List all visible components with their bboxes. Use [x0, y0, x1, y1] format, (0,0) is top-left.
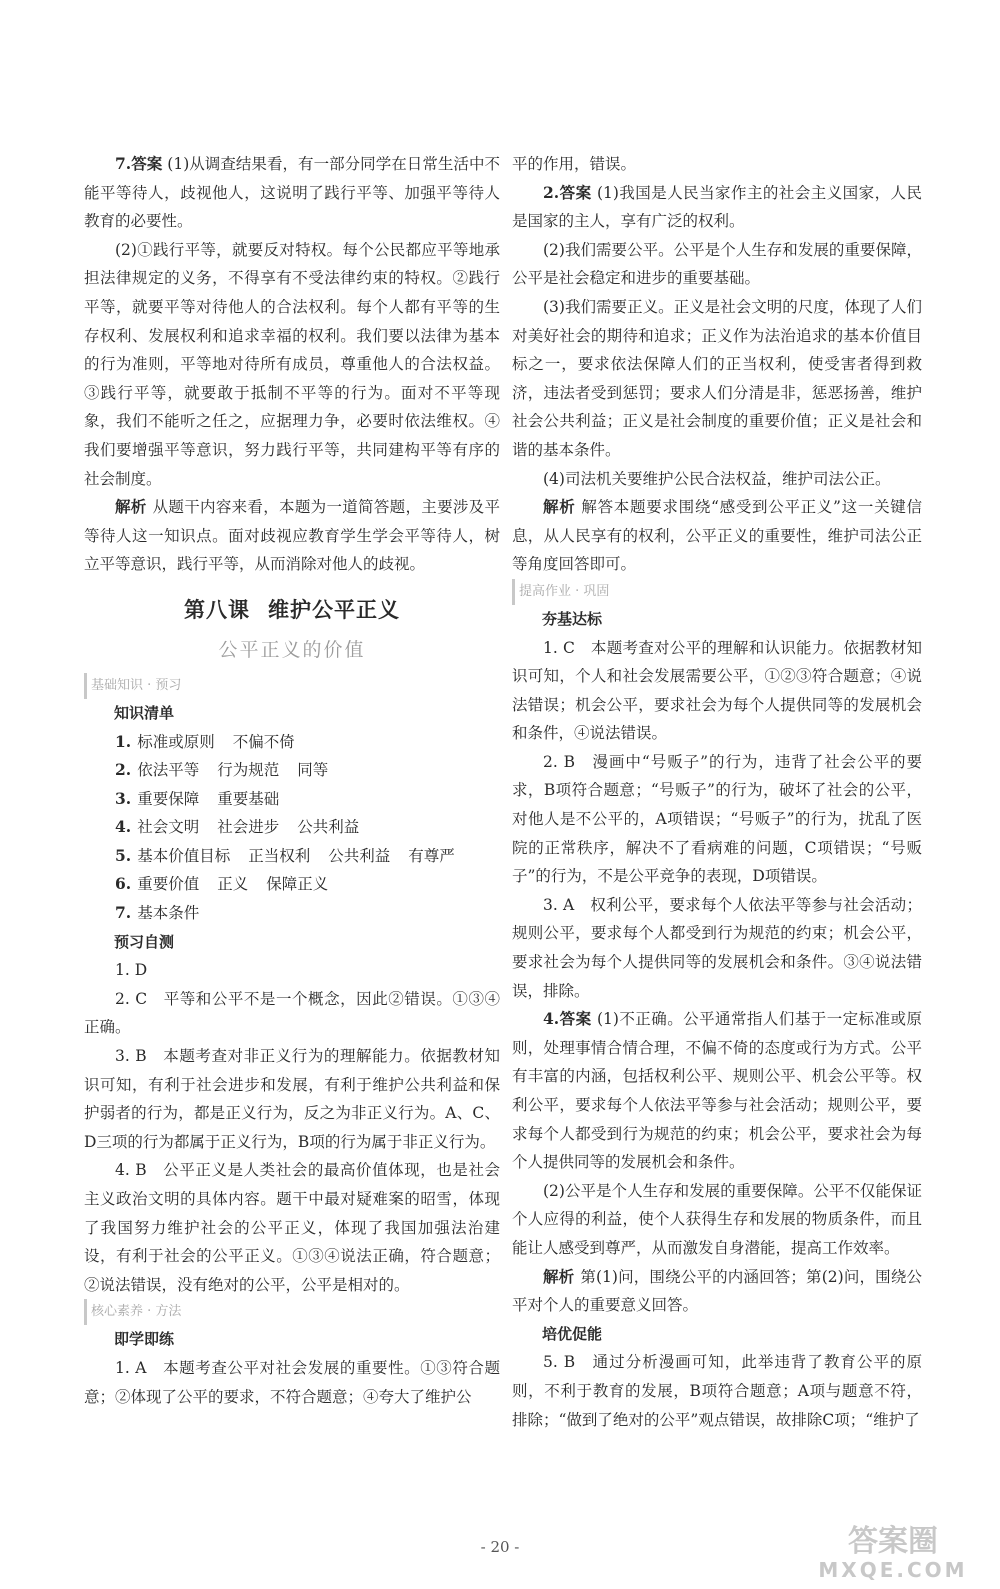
- knowledge-item-number: 2.: [115, 760, 132, 780]
- knowledge-term: 重要基础: [217, 789, 280, 808]
- knowledge-term: 公共利益: [297, 818, 360, 837]
- knowledge-item-number: 3.: [115, 788, 132, 808]
- q2-number: 2.: [543, 182, 560, 202]
- preview-answer-4: 4. B 公平正义是人类社会的最高价值体现，也是社会主义政治文明的具体内容。题干中最对疑难案的昭雪，体现了我国努力维护社会的公平正义，体现了我国加强法治建设，有利于社会的公平正义。①③④说法正确，符合题意；②说法错误，没有绝对的公平，公平是相对的。: [84, 1161, 500, 1294]
- knowledge-term: 基本条件: [137, 904, 200, 923]
- section-tag-improve: 提高作业 · 巩固: [512, 579, 922, 605]
- knowledge-term: 行为规范: [217, 761, 280, 780]
- subheading-knowledge-list: 知识清单: [114, 703, 175, 722]
- knowledge-item-number: 1.: [115, 731, 132, 751]
- knowledge-term: 同等: [297, 761, 329, 780]
- knowledge-term: 重要保障: [137, 789, 200, 808]
- knowledge-list: [84, 728, 500, 928]
- q2-answer-p4: (4)司法机关要维护公民合法权益，维护司法公正。: [543, 469, 891, 488]
- knowledge-term: 有尊严: [408, 846, 455, 865]
- knowledge-term: 依法平等: [137, 761, 200, 780]
- analysis-label: 解析: [543, 1266, 575, 1286]
- q2-analysis-text: 解答本题要求围绕“感受到公平正义”这一关键信息，从人民享有的权利，公平正义的重要性，维护司法公正等角度回答即可。: [512, 498, 922, 574]
- knowledge-item-number: 7.: [115, 903, 132, 923]
- q2-answer-label: 答案: [559, 182, 592, 202]
- knowledge-term: 基本价值目标: [137, 846, 231, 865]
- lesson-title: [84, 593, 500, 627]
- excellence-answer-5: 5. B 通过分析漫画可知，此举违背了教育公平的原则，不利于教育的发展，B项符合题意；A项与题意不符，排除；“做到了绝对的公平”观点错误，故排除C项；“维护了: [512, 1353, 922, 1429]
- watermark-cn: 答案圈: [848, 1524, 938, 1559]
- knowledge-item: [84, 756, 500, 785]
- knowledge-term: 标准或原则: [137, 732, 215, 751]
- subheading-preview-test: 预习自测: [114, 932, 175, 951]
- q7-analysis-text: 从题干内容来看，本题为一道简答题，主要涉及平等待人这一知识点。面对歧视应教育学生学会平等待人，树立平等意识，践行平等，从而消除对他人的歧视。: [84, 498, 500, 574]
- q2-answer-p3: (3)我们需要正义。正义是社会文明的尺度，体现了人们对美好社会的期待和追求；正义作为法治追求的基本价值目标之一，要求依法保障人们的正当权利，使受害者得到救济，违法者受到惩罚；要求人们分清是非，惩恶扬善，维护社会公共利益；正义是社会制度的重要价值；正义是社会和谐的基本条件。: [512, 297, 922, 459]
- knowledge-item-number: 6.: [115, 874, 132, 894]
- foundation-answer-4-p2: (2)公平是个人生存和发展的重要保障。公平不仅能保证个人应得的利益，使个人获得生存和发展的物质条件，而且能让人感受到尊严，从而激发自身潜能，提高工作效率。: [512, 1181, 922, 1257]
- q2-answer-p1: [512, 179, 922, 236]
- preview-answer-3: 3. B 本题考查对非正义行为的理解能力。依据教材知识可知，有利于社会进步和发展，有利于维护公共利益和保护弱者的行为，都是正义行为，反之为非正义行为。A、C、D三项的行为都属于正义行为，B项的行为属于非正义行为。: [84, 1047, 500, 1151]
- knowledge-term: 正义: [217, 875, 249, 894]
- knowledge-term: 不偏不倚: [232, 732, 295, 751]
- q2-analysis: [512, 493, 922, 579]
- preview-answer-2: 2. C 平等和公平不是一个概念，因此②错误。①③④正确。: [84, 989, 500, 1037]
- section-tag-core: 核心素养 · 方法: [84, 1299, 500, 1325]
- watermark-en: MXQE.COM: [818, 1558, 968, 1582]
- knowledge-item: [84, 870, 500, 899]
- right-column: [512, 150, 922, 1434]
- knowledge-item: [84, 899, 500, 928]
- h4-answer-text1: (1)不正确。公平通常指人们基于一定标准或原则，处理事情合情合理，不偏不倚的态度或行为方式。公平有丰富的内涵，包括权利公平、规则公平、机会公平等。权利公平，要求每个人依法平等参与社会活动；规则公平，要求每个人都受到行为规范的约束；机会公平，要求社会为每个人提供同等的发展机会和条件。: [512, 1010, 922, 1172]
- q7-answer-p2: (2)①践行平等，就要反对特权。每个公民都应平等地承担法律规定的义务，不得享有不受法律约束的特权。②践行平等，就要平等对待他人的合法权利。每个人都有平等的生存权利、发展权利和追求幸福的权利。我们要以法律为基本的行为准则，平等地对待所有成员，尊重他人的合法权益。③践行平等，就要敢于抵制不平等的行为。面对不平等现象，我们不能听之任之，应据理力争，必要时依法维权。④我们要增强平等意识，努力践行平等，共同建构平等有序的社会制度。: [84, 240, 500, 488]
- foundation-answer-1: 1. C 本题考查对公平的理解和认识能力。依据教材知识可知，个人和社会发展需要公平，①②③符合题意；④说法错误；机会公平，要求社会为每个人提供同等的发展机会和条件，④说法错误。: [512, 638, 922, 743]
- subheading-excellence: 培优促能: [542, 1324, 603, 1343]
- left-column: [84, 150, 500, 1411]
- knowledge-term: 公共利益: [328, 846, 391, 865]
- q7-answer-p1: [84, 150, 500, 236]
- continued-text: 平的作用，错误。: [512, 155, 637, 173]
- foundation-answer-4-p1: [512, 1005, 922, 1177]
- knowledge-item-number: 4.: [115, 817, 132, 837]
- subheading-foundation: 夯基达标: [542, 609, 603, 628]
- q7-number: 7.: [115, 154, 132, 173]
- h4-analysis-text: 第(1)问，围绕公平的内涵回答；第(2)问，围绕公平对个人的重要意义回答。: [512, 1267, 922, 1315]
- watermark-logo: [798, 1517, 988, 1583]
- knowledge-term: 社会文明: [137, 818, 200, 837]
- h4-analysis: [512, 1263, 922, 1320]
- preview-answer-1: 1. D: [115, 961, 148, 980]
- section-tag-basic: 基础知识 · 预习: [84, 673, 500, 699]
- knowledge-term: 保障正义: [266, 875, 329, 894]
- knowledge-term: 正当权利: [248, 846, 311, 865]
- analysis-label: 解析: [115, 497, 147, 517]
- knowledge-item: [84, 728, 500, 757]
- knowledge-item: [84, 813, 500, 842]
- q2-answer-p2: (2)我们需要公平。公平是个人生存和发展的重要保障，公平是社会稳定和进步的重要基础。: [512, 240, 922, 288]
- foundation-answer-3: 3. A 权利公平，要求每个人依法平等参与社会活动；规则公平，要求每个人都受到行为规范的约束；机会公平，要求社会为每个人提供同等的发展机会和条件。③④说法错误，排除。: [512, 895, 922, 1000]
- analysis-label: 解析: [543, 497, 576, 517]
- q7-answer-label: 答案: [131, 154, 163, 173]
- knowledge-item: [84, 785, 500, 814]
- h4-answer-label: 答案: [559, 1009, 592, 1029]
- page-number: - 20 -: [480, 1538, 520, 1556]
- q2-answer-text1: (1)我国是人民当家作主的社会主义国家，人民是国家的主人，享有广泛的权利。: [512, 183, 922, 231]
- topic-title: 公平正义的价值: [218, 638, 366, 661]
- knowledge-term: 社会进步: [217, 818, 280, 837]
- lesson-name: 维护公平正义: [268, 597, 400, 622]
- h4-number: 4.: [543, 1009, 560, 1029]
- foundation-answer-2: 2. B 漫画中“号贩子”的行为，违背了社会公平的要求，B项符合题意；“号贩子”的行为，破坏了社会的公平，对他人是不公平的，A项错误；“号贩子”的行为，扰乱了医院的正常秩序，解决不了看病难的问题，C项错误；“号贩子”的行为，不是公平竞争的表现，D项错误。: [512, 752, 922, 886]
- knowledge-term: 重要价值: [137, 875, 200, 894]
- knowledge-item-number: 5.: [115, 845, 132, 865]
- q7-answer-text1: (1)从调查结果看，有一部分同学在日常生活中不能平等待人，歧视他人，这说明了践行平等、加强平等待人教育的必要性。: [84, 155, 500, 231]
- knowledge-item: [84, 842, 500, 871]
- subheading-practice: 即学即练: [114, 1330, 175, 1349]
- practice-answer-1: 1. A 本题考查公平对社会发展的重要性。①③符合题意；②体现了公平的要求，不符合题意；④夸大了维护公: [84, 1358, 500, 1406]
- q7-analysis: [84, 493, 500, 579]
- lesson-number: 第八课: [184, 597, 250, 622]
